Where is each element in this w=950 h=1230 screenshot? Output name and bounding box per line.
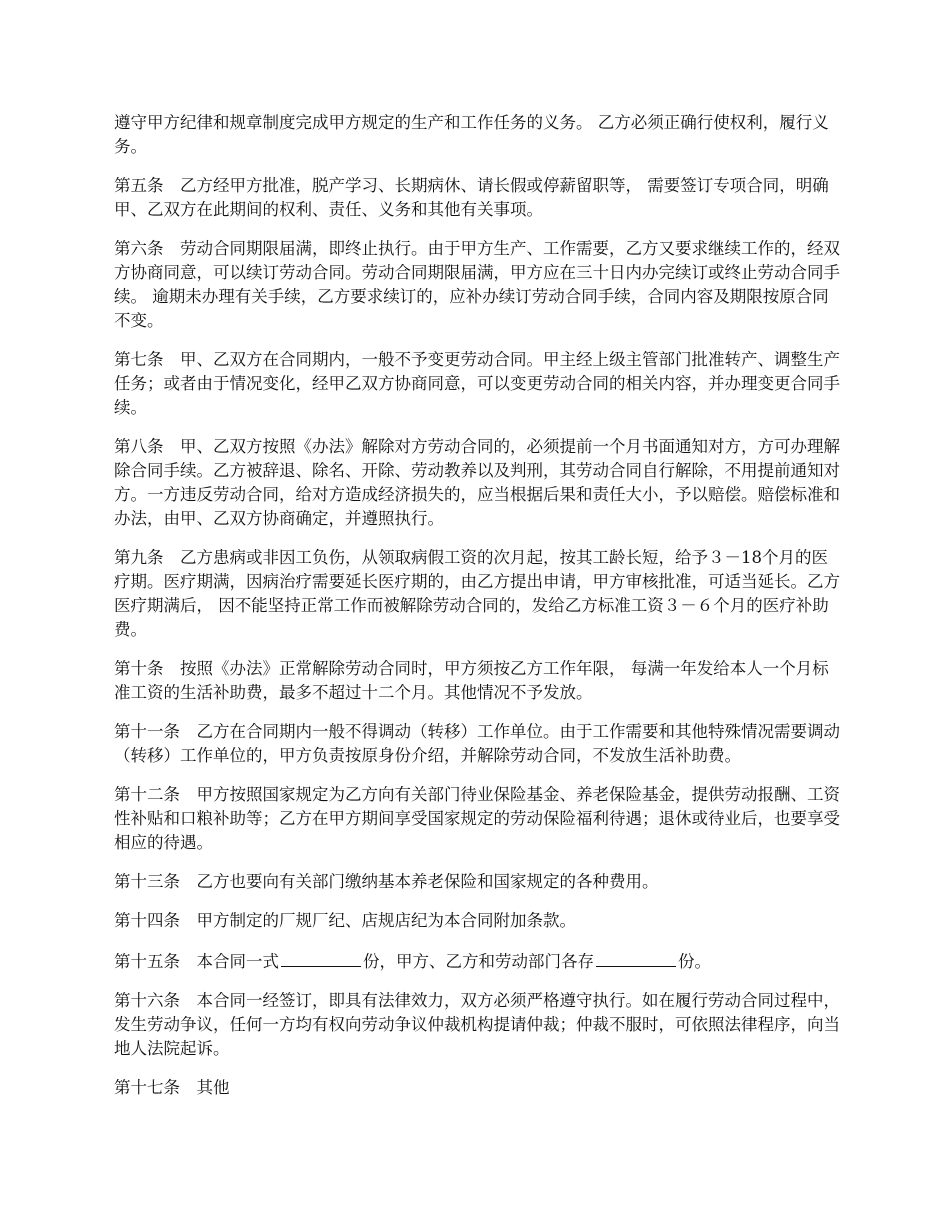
clause-14 bbox=[114, 909, 842, 933]
clause-number: 第十七条 bbox=[114, 1078, 180, 1097]
clause-7 bbox=[114, 348, 842, 420]
paragraph-continued bbox=[114, 111, 842, 159]
clause-text: 甲方制定的厂规厂纪、店规店纪为本合同附加条款。 bbox=[196, 911, 576, 930]
copies-each-blank[interactable] bbox=[596, 948, 676, 967]
clause-text: 甲方按照国家规定为乙方向有关部门待业保险基金、养老保险基金，提供劳动报酬、工资性补贴和口粮补助等；乙方在甲方期间享受国家规定的劳动保险福利待遇；退休或待业后，也要享受相应的待遇。 bbox=[114, 785, 840, 852]
clause-text: 乙方患病或非因工负伤，从领取病假工资的次月起，按其工龄长短，给予３－18个月的医疗期。医疗期满，因病治疗需要延长医疗期的，由乙方提出申请，甲方审核批准，可适当延长。乙方医疗期满后， 因不能坚持正常工作而被解除劳动合同的，发给乙方标准工资３－６个月的医疗补助费。 bbox=[114, 548, 840, 639]
clause-text: 按照《办法》正常解除劳动合同时，甲方须按乙方工作年限， 每满一年发给本人一个月标准工资的生活补助费，最多不超过十二个月。其他情况不予发放。 bbox=[114, 659, 829, 702]
clause-9 bbox=[114, 546, 842, 642]
paragraph-text: 遵守甲方纪律和规章制度完成甲方规定的生产和工作任务的义务。 乙方必须正确行使权利，履行义务。 bbox=[114, 113, 829, 156]
clause-8 bbox=[114, 435, 842, 531]
clause-5 bbox=[114, 174, 842, 222]
clause-text-before: 本合同一式 bbox=[196, 952, 279, 971]
clause-17 bbox=[114, 1076, 842, 1100]
clause-number: 第十三条 bbox=[114, 872, 180, 891]
clause-text: 甲、乙双方按照《办法》解除对方劳动合同的，必须提前一个月书面通知对方，方可办理解除合同手续。乙方被辞退、除名、开除、劳动教养以及判刑，其劳动合同自行解除，不用提前通知对方。一方违反劳动合同，给对方造成经济损失的，应当根据后果和责任大小，予以赔偿。赔偿标准和办法，由甲、乙双方协商确定，并遵照执行。 bbox=[114, 437, 840, 528]
clause-number: 第十条 bbox=[114, 659, 164, 678]
clause-number: 第十四条 bbox=[114, 911, 180, 930]
clause-text: 乙方在合同期内一般不得调动（转移）工作单位。由于工作需要和其他特殊情况需要调动（转移）工作单位的，甲方负责按原身份介绍，并解除劳动合同，不发放生活补助费。 bbox=[114, 722, 840, 765]
clause-11 bbox=[114, 720, 842, 768]
clause-number: 第十六条 bbox=[114, 991, 180, 1010]
clause-number: 第十五条 bbox=[114, 952, 180, 971]
clause-text: 其他 bbox=[196, 1078, 230, 1097]
clause-text-middle: 份，甲方、乙方和劳动部门各存 bbox=[363, 952, 594, 971]
contract-body bbox=[114, 111, 842, 1115]
clause-number: 第五条 bbox=[114, 176, 164, 195]
clause-number: 第八条 bbox=[114, 437, 164, 456]
clause-10 bbox=[114, 657, 842, 705]
clause-15 bbox=[114, 948, 842, 974]
clause-number: 第十一条 bbox=[114, 722, 180, 741]
clause-12 bbox=[114, 783, 842, 855]
clause-text: 劳动合同期限届满，即终止执行。由于甲方生产、工作需要，乙方又要求继续工作的，经双方协商同意，可以续订劳动合同。劳动合同期限届满，甲方应在三十日内办完续订或终止劳动合同手续。 逾期未办理有关手续，乙方要求续订的，应补办续订劳动合同手续，合同内容及期限按原合同不变。 bbox=[114, 239, 840, 330]
clause-number: 第九条 bbox=[114, 548, 164, 567]
clause-text: 甲、乙双方在合同期内，一般不予变更劳动合同。甲主经上级主管部门批准转产、调整生产任务；或者由于情况变化，经甲乙双方协商同意，可以变更劳动合同的相关内容，并办理变更合同手续。 bbox=[114, 350, 840, 417]
clause-13 bbox=[114, 870, 842, 894]
clause-number: 第六条 bbox=[114, 239, 164, 258]
clause-number: 第七条 bbox=[114, 350, 164, 369]
copies-total-blank[interactable] bbox=[281, 948, 361, 967]
clause-text-after: 份。 bbox=[678, 952, 711, 971]
clause-text: 本合同一经签订，即具有法律效力，双方必须严格遵守执行。如在履行劳动合同过程中，发生劳动争议，任何一方均有权向劳动争议仲裁机构提请仲裁；仲裁不服时，可依照法律程序，向当地人法院起诉。 bbox=[114, 991, 840, 1058]
clause-16 bbox=[114, 989, 842, 1061]
clause-text: 乙方经甲方批准，脱产学习、长期病休、请长假或停薪留职等， 需要签订专项合同，明确甲、乙双方在此期间的权利、责任、义务和其他有关事项。 bbox=[114, 176, 829, 219]
clause-number: 第十二条 bbox=[114, 785, 180, 804]
clause-6 bbox=[114, 237, 842, 333]
clause-text: 乙方也要向有关部门缴纳基本养老保险和国家规定的各种费用。 bbox=[196, 872, 659, 891]
